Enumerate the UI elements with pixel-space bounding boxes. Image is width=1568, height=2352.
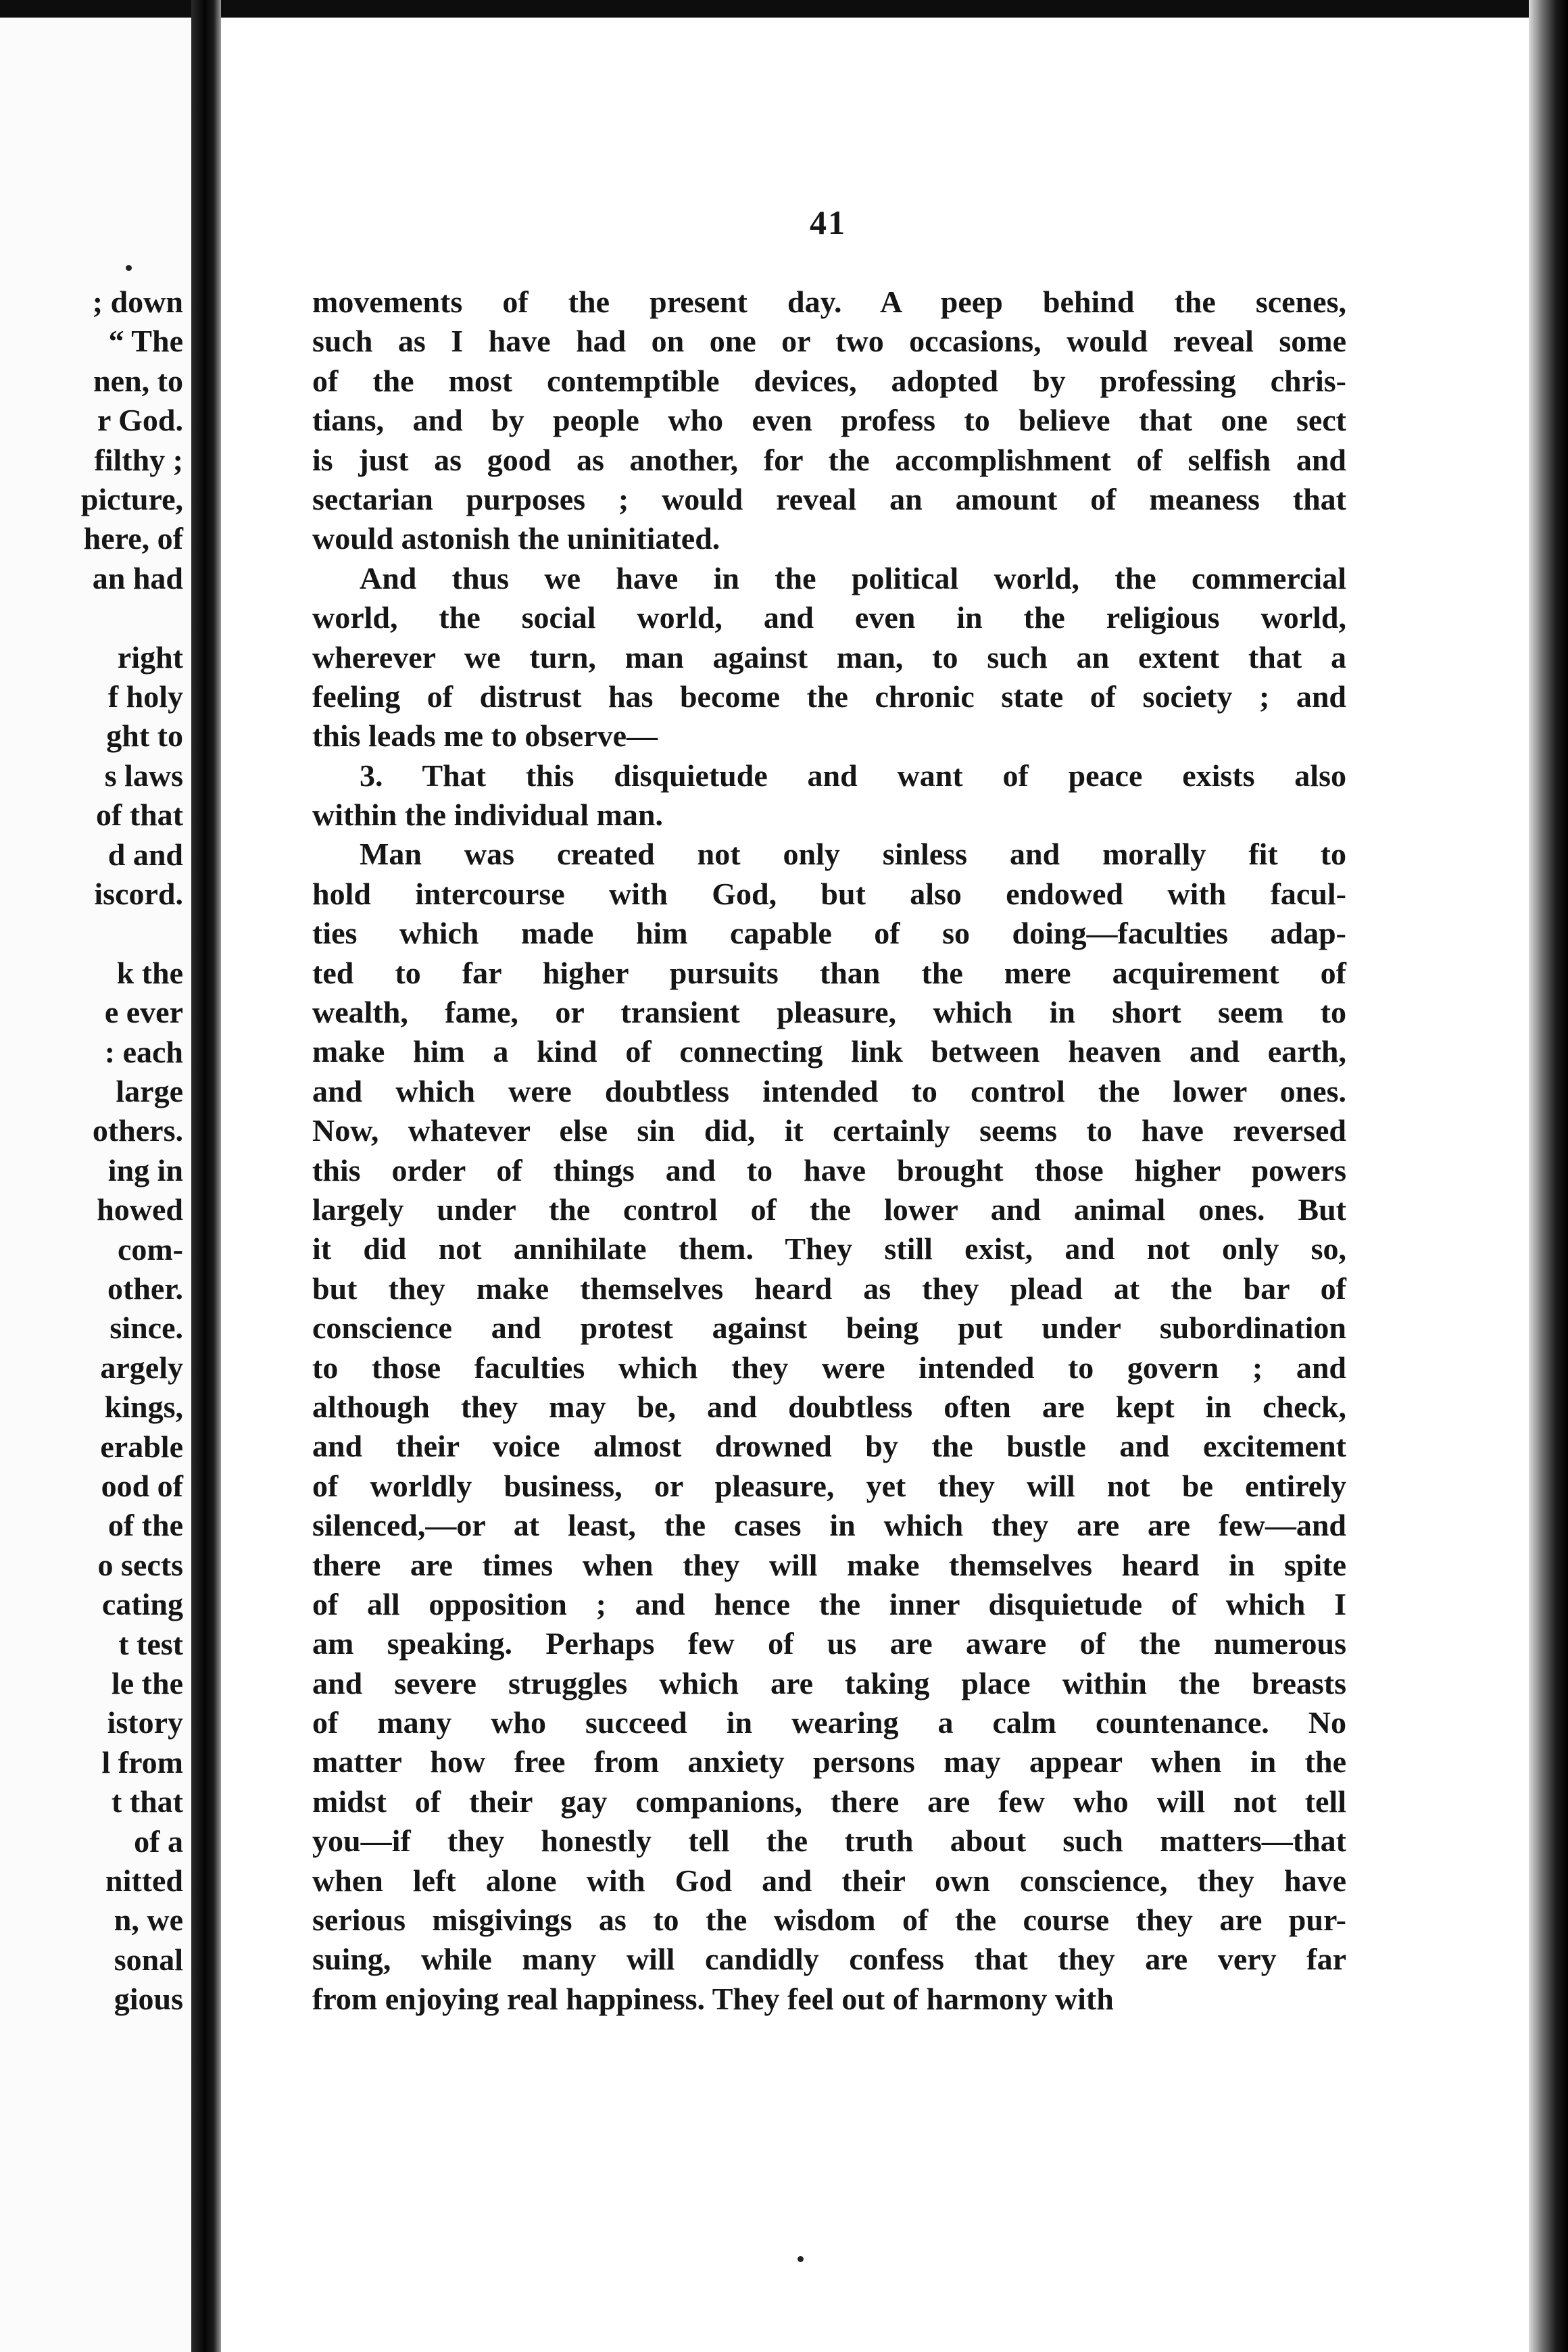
text-line: although they may be, and doubtless often are kept in check, bbox=[312, 1389, 1346, 1424]
text-line: ties which made him capable of so doing—faculties adap- bbox=[312, 916, 1346, 951]
text-line: such as I have had on one or two occasions, would reveal some bbox=[312, 324, 1346, 359]
left-page-line: iscord. bbox=[94, 877, 183, 911]
text-line: wherever we turn, man against man, to such an extent that a bbox=[312, 639, 1346, 675]
left-page-line: istory bbox=[107, 1705, 183, 1740]
text-line: midst of their gay companions, there are few who will not tell bbox=[312, 1784, 1346, 1819]
text-line: world, the social world, and even in the religious world, bbox=[312, 600, 1346, 635]
left-page-line: e ever bbox=[104, 995, 183, 1030]
left-page-line: gious bbox=[114, 1982, 183, 2017]
text-line: wealth, fame, or transient pleasure, which in short seem to bbox=[312, 995, 1346, 1030]
page-number: 41 bbox=[810, 203, 846, 241]
left-page-line: com- bbox=[117, 1231, 183, 1267]
left-page-line: t that bbox=[111, 1784, 183, 1819]
text-line: serious misgivings as to the wisdom of the course they are pur- bbox=[312, 1903, 1346, 1938]
left-page-line: sonal bbox=[114, 1942, 183, 1977]
text-line: make him a kind of connecting link between heaven and earth, bbox=[312, 1034, 1346, 1069]
text-line: it did not annihilate them. They still exist, and not only so, bbox=[312, 1231, 1346, 1267]
left-page-line: of the bbox=[107, 1508, 183, 1543]
text-line: movements of the present day. A peep behind the scenes, bbox=[312, 285, 1346, 319]
text-line: there are times when they will make themselves heard in spite bbox=[312, 1547, 1346, 1582]
left-page-fragment bbox=[0, 18, 191, 2352]
left-page-line: others. bbox=[92, 1113, 183, 1148]
left-page-line: s laws bbox=[104, 758, 183, 793]
left-page-line: here, of bbox=[83, 521, 183, 556]
text-line: of the most contemptible devices, adopted by professing chris- bbox=[312, 363, 1346, 398]
left-page-line: since. bbox=[109, 1310, 183, 1346]
left-page-line: d and bbox=[107, 837, 183, 872]
text-line: you—if they honestly tell the truth about such matters—that bbox=[312, 1823, 1346, 1859]
left-page-line: “ The bbox=[108, 324, 183, 359]
left-page-line: nen, to bbox=[93, 363, 183, 398]
text-line: tians, and by people who even profess to believe that one sect bbox=[312, 403, 1346, 438]
text-line: am speaking. Perhaps few of us are aware of the numerous bbox=[312, 1626, 1346, 1661]
text-line: when left alone with God and their own conscience, they have bbox=[312, 1863, 1346, 1898]
left-page-line: l from bbox=[101, 1744, 183, 1780]
text-line: silenced,—or at least, the cases in which they are are few—and bbox=[312, 1508, 1346, 1543]
left-page-line: ood of bbox=[101, 1469, 183, 1503]
text-line: conscience and protest against being put under subordination bbox=[312, 1310, 1346, 1346]
left-page-line: kings, bbox=[104, 1390, 183, 1425]
left-page-line: other. bbox=[107, 1271, 183, 1306]
ink-speck bbox=[126, 265, 132, 271]
left-page-line: erable bbox=[100, 1429, 183, 1464]
text-line: Now, whatever else sin did, it certainly seems to have reversed bbox=[312, 1113, 1346, 1148]
left-page-line: picture, bbox=[80, 482, 183, 516]
scan-top-border bbox=[0, 0, 1568, 18]
left-page-line: le the bbox=[111, 1666, 183, 1700]
text-line: this order of things and to have brought those higher powers bbox=[312, 1152, 1346, 1187]
text-line: suing, while many will candidly confess that they are very far bbox=[312, 1942, 1346, 1977]
left-page-line: o sects bbox=[97, 1547, 183, 1582]
left-page-line: r God. bbox=[97, 403, 183, 438]
text-line: sectarian purposes ; would reveal an amount of meaness that bbox=[312, 481, 1346, 516]
ink-speck bbox=[798, 2256, 804, 2262]
left-page-line: ing in bbox=[107, 1152, 183, 1187]
text-line: this leads me to observe— bbox=[312, 718, 658, 754]
text-line: and which were doubtless intended to control the lower ones. bbox=[312, 1073, 1346, 1108]
text-line: and severe struggles which are taking place within the breasts bbox=[312, 1665, 1346, 1700]
text-line: hold intercourse with God, but also endowed with facul- bbox=[312, 876, 1346, 911]
text-line: of worldly business, or pleasure, yet they will not be entirely bbox=[312, 1468, 1346, 1503]
left-page-line: t test bbox=[118, 1626, 183, 1661]
left-page-line: f holy bbox=[107, 679, 183, 714]
left-page-line: filthy ; bbox=[94, 442, 183, 477]
text-line: largely under the control of the lower and animal ones. But bbox=[312, 1192, 1346, 1227]
scan-right-edge bbox=[1529, 0, 1568, 2352]
left-page-line: howed bbox=[97, 1192, 183, 1227]
body-text bbox=[312, 283, 1346, 2019]
text-line: would astonish the uninitiated. bbox=[312, 521, 720, 556]
left-page-line: of that bbox=[95, 798, 183, 833]
text-line: within the individual man. bbox=[312, 798, 663, 833]
left-page-line: k the bbox=[116, 955, 183, 990]
text-line: of many who succeed in wearing a calm countenance. No bbox=[312, 1705, 1346, 1740]
left-page-line: of a bbox=[134, 1823, 183, 1859]
text-line: to those faculties which they were intended to govern ; and bbox=[312, 1350, 1346, 1385]
text-line: ted to far higher pursuits than the mere acquirement of bbox=[312, 955, 1346, 990]
text-line: 3. That this disquietude and want of peace exists also bbox=[360, 758, 1346, 793]
left-page-line: large bbox=[116, 1074, 183, 1108]
text-line: Man was created not only sinless and morally fit to bbox=[360, 837, 1346, 872]
left-page-line: right bbox=[117, 639, 183, 675]
text-line: but they make themselves heard as they plead at the bar of bbox=[312, 1271, 1346, 1306]
left-page-line: ght to bbox=[106, 718, 183, 754]
text-line: feeling of distrust has become the chronic state of society ; and bbox=[312, 679, 1346, 714]
left-page-line: : each bbox=[104, 1034, 183, 1069]
book-gutter bbox=[191, 0, 221, 2352]
text-line: And thus we have in the political world, the commercial bbox=[360, 560, 1346, 595]
text-line: is just as good as another, for the accomplishment of selfish and bbox=[312, 442, 1346, 477]
text-line: and their voice almost drowned by the bustle and excitement bbox=[312, 1429, 1346, 1464]
text-line: of all opposition ; and hence the inner disquietude of which I bbox=[312, 1586, 1346, 1621]
left-page-line: cating bbox=[101, 1587, 183, 1622]
text-line: matter how free from anxiety persons may appear when in the bbox=[312, 1744, 1346, 1780]
left-page-line: nitted bbox=[105, 1863, 183, 1898]
left-page-line: argely bbox=[100, 1350, 183, 1385]
left-page-line: an had bbox=[92, 560, 183, 595]
left-page-line: ; down bbox=[92, 285, 183, 319]
text-line: from enjoying real happiness. They feel out of harmony with bbox=[312, 1981, 1114, 2016]
left-page-line: n, we bbox=[114, 1903, 183, 1938]
